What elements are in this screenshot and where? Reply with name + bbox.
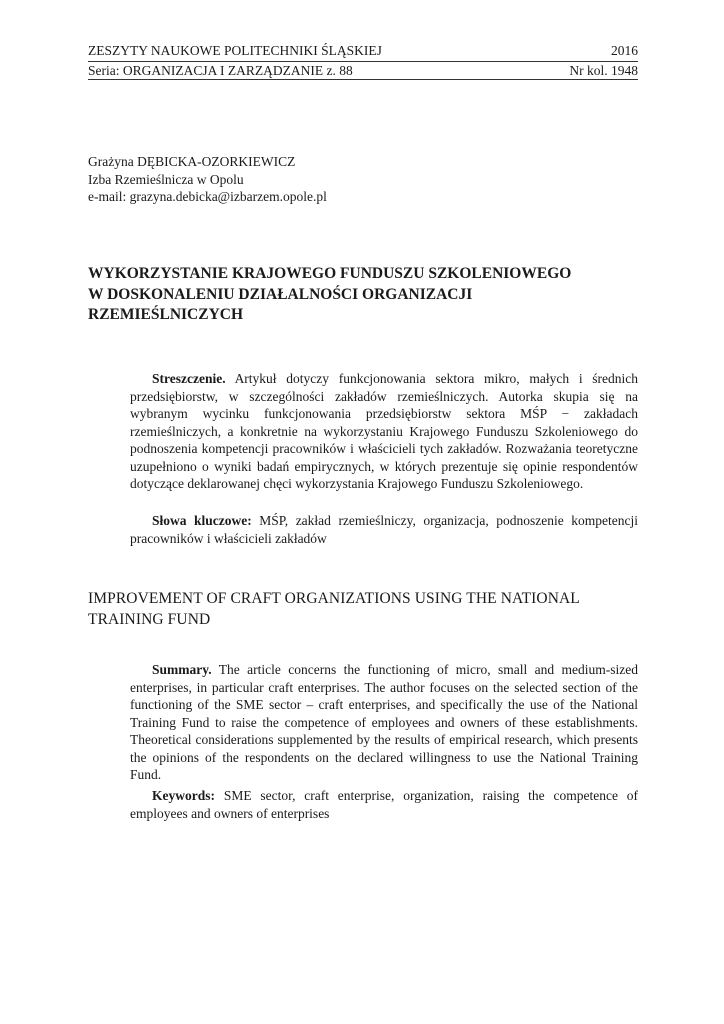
title-line: W DOSKONALENIU DZIAŁALNOŚCI ORGANIZACJI	[88, 285, 473, 303]
author-block	[88, 153, 327, 206]
author-affiliation: Izba Rzemieślnicza w Opolu	[88, 171, 244, 187]
series-divider	[88, 79, 638, 80]
series-header	[88, 63, 638, 79]
title-line: RZEMIEŚLNICZYCH	[88, 306, 244, 323]
keywords-text: SME sector, craft enterprise, organization, raising the competence of employees and owners of enterprises	[130, 788, 638, 821]
author-name: Grażyna DĘBICKA-OZORKIEWICZ	[88, 154, 296, 169]
issue-number: Nr kol. 1948	[569, 63, 638, 78]
summary-label: Summary.	[152, 662, 212, 677]
header-divider	[88, 61, 638, 62]
journal-year: 2016	[611, 43, 638, 58]
abstract-polish	[130, 370, 638, 493]
title-polish	[88, 264, 648, 326]
author-email: e-mail: grazyna.debicka@izbarzem.opole.pl	[88, 189, 327, 204]
series-name: Seria: ORGANIZACJA I ZARZĄDZANIE z. 88	[88, 63, 353, 78]
keywords-label: Keywords:	[152, 788, 215, 803]
keywords-english	[130, 787, 638, 822]
title-line: IMPROVEMENT OF CRAFT ORGANIZATIONS USING THE NATIONAL	[88, 590, 580, 607]
summary-text: The article concerns the functioning of micro, small and medium-sized enterprises, in particular craft enterprises. The author focuses on the selected section of the functioning of the SME sector – craft enterprises, and specifically the use of the National Training Fund to raise the competence of employees and owners of these establishments. Theoretical considerations supplemented by the results of empirical research, which presents the opinions of the respondents on the declared willingness to use the National Training Fund.	[130, 662, 638, 782]
journal-name: ZESZYTY NAUKOWE POLITECHNIKI ŚLĄSKIEJ	[88, 43, 382, 58]
keywords-text: MŚP, zakład rzemieślniczy, organizacja, podnoszenie kompetencji pracowników i właścicieli zakładów	[130, 513, 638, 546]
title-line: WYKORZYSTANIE KRAJOWEGO FUNDUSZU SZKOLENIOWEGO	[88, 265, 572, 282]
keywords-label: Słowa kluczowe:	[152, 513, 252, 528]
title-english	[88, 589, 648, 630]
abstract-english	[130, 661, 638, 784]
abstract-label: Streszczenie.	[152, 371, 226, 386]
journal-header	[88, 43, 638, 59]
abstract-text: Artykuł dotyczy funkcjonowania sektora mikro, małych i średnich przedsiębiorstw, w szczególności zakładów rzemieślniczych. Autorka skupia się na wybranym wycinku funkcjonowania przedsiębiorstw sektora MŚP − zakładach rzemieślniczych, a konkretnie na wykorzystaniu Krajowego Funduszu Szkoleniowego do podnoszenia kompetencji pracowników i właścicieli tych zakładów. Rozważania teoretyczne uzupełniono o wyniki badań empirycznych, w których prezentuje się opinie respondentów dotyczące deklarowanej chęci wykorzystania Krajowego Funduszu Szkoleniowego.	[130, 371, 638, 491]
keywords-polish	[130, 512, 638, 547]
title-line: TRAINING FUND	[88, 610, 211, 628]
